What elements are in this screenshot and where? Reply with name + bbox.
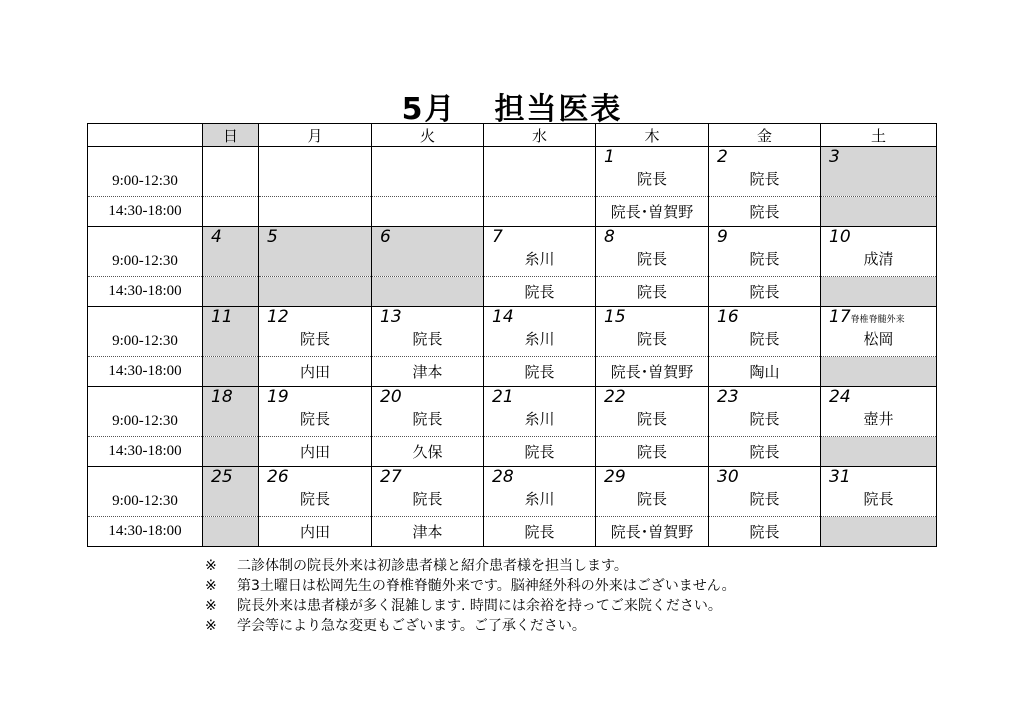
morning-row	[88, 467, 937, 517]
doctor-am: 院長	[299, 410, 330, 428]
title-month: 5月	[401, 92, 457, 127]
doctor-pm: 院長	[709, 437, 821, 467]
afternoon-row	[88, 197, 937, 227]
date-label: 9	[717, 227, 728, 247]
date-label: 5	[267, 227, 278, 247]
date-label: 18	[211, 387, 233, 407]
time-pm: 14:30-18:00	[88, 517, 203, 547]
doctor-pm: 院長	[596, 277, 709, 307]
day-number	[203, 307, 258, 327]
doctor-pm: 院長	[484, 277, 596, 307]
day-number	[709, 387, 820, 407]
doctor-pm: 久保	[372, 437, 484, 467]
time-pm: 14:30-18:00	[88, 277, 203, 307]
day-number	[259, 227, 371, 247]
doctor-am: 松岡	[863, 330, 894, 348]
doctor-am: 糸川	[524, 490, 555, 508]
doctor-am: 院長	[749, 170, 780, 188]
doctor-pm	[259, 277, 372, 307]
day-cell	[709, 147, 821, 197]
day-cell	[596, 227, 709, 277]
notes	[205, 556, 736, 636]
date-label: 23	[717, 387, 739, 407]
date-label: 17	[829, 307, 851, 327]
day-number	[372, 387, 483, 407]
date-label: 22	[604, 387, 626, 407]
weekday-fri: 金	[709, 124, 821, 147]
doctor-pm	[203, 197, 259, 227]
page-title	[0, 84, 1024, 128]
day-number	[709, 227, 820, 247]
doctor-pm: 院長	[709, 197, 821, 227]
day-number	[372, 227, 483, 247]
doctor-pm	[203, 277, 259, 307]
date-label: 10	[829, 227, 851, 247]
day-cell	[596, 307, 709, 357]
note-mark: ※	[205, 578, 217, 594]
doctor-am: 糸川	[524, 250, 555, 268]
doctor-am: 院長	[412, 490, 443, 508]
doctor-pm: 内田	[259, 517, 372, 547]
doctor-am: 院長	[749, 410, 780, 428]
day-cell	[821, 147, 937, 197]
doctor-am: 院長	[299, 330, 330, 348]
day-cell	[821, 467, 937, 517]
note-text: 学会等により急な変更もございます。ご了承ください。	[237, 618, 586, 634]
doctor-pm: 内田	[259, 357, 372, 387]
doctor-am: 院長	[636, 330, 667, 348]
day-cell	[259, 227, 372, 277]
doctor-pm	[821, 437, 937, 467]
day-number	[596, 387, 708, 407]
day-number	[484, 147, 595, 167]
doctor-am: 院長	[636, 490, 667, 508]
day-cell	[259, 387, 372, 437]
date-label: 8	[604, 227, 615, 247]
doctor-pm: 院長	[484, 357, 596, 387]
day-cell	[372, 307, 484, 357]
date-label: 4	[211, 227, 222, 247]
schedule-table	[87, 123, 937, 547]
note-text: 二診体制の院長外来は初診患者様と紹介患者様を担当します。	[237, 558, 628, 574]
doctor-pm: 院長	[484, 437, 596, 467]
note-line	[205, 556, 736, 576]
day-number	[372, 307, 483, 327]
doctor-am: 成清	[863, 250, 894, 268]
day-number	[259, 467, 371, 487]
day-cell	[709, 307, 821, 357]
corner-cell	[88, 124, 203, 147]
day-number	[203, 387, 258, 407]
day-number	[203, 227, 258, 247]
doctor-am: 院長	[412, 410, 443, 428]
doctor-am: 院長	[636, 250, 667, 268]
doctor-am: 院長	[749, 330, 780, 348]
date-label: 30	[717, 467, 739, 487]
weekday-wed: 水	[484, 124, 596, 147]
weekday-header-row	[88, 124, 937, 147]
afternoon-row	[88, 437, 937, 467]
date-label: 19	[267, 387, 289, 407]
date-label: 25	[211, 467, 233, 487]
day-number	[484, 307, 595, 327]
note-text: 院長外来は患者様が多く混雑します. 時間には余裕を持ってご来院ください。	[237, 598, 722, 614]
afternoon-row	[88, 517, 937, 547]
doctor-pm	[203, 517, 259, 547]
doctor-pm	[259, 197, 372, 227]
weekday-sat: 土	[821, 124, 937, 147]
day-number	[259, 307, 371, 327]
doctor-pm	[203, 357, 259, 387]
day-cell	[372, 467, 484, 517]
day-number	[484, 467, 595, 487]
doctor-am: 院長	[749, 250, 780, 268]
morning-row	[88, 227, 937, 277]
day-number	[596, 467, 708, 487]
date-label: 24	[829, 387, 851, 407]
doctor-am: 糸川	[524, 330, 555, 348]
day-cell	[259, 467, 372, 517]
time-pm: 14:30-18:00	[88, 357, 203, 387]
doctor-am: 院長	[863, 490, 894, 508]
weekday-sun: 日	[203, 124, 259, 147]
day-cell	[259, 307, 372, 357]
doctor-pm: 院長	[709, 277, 821, 307]
time-am: 9:00-12:30	[88, 227, 203, 277]
day-number	[596, 227, 708, 247]
note-mark: ※	[205, 558, 217, 574]
afternoon-row	[88, 277, 937, 307]
day-cell	[596, 147, 709, 197]
date-label: 29	[604, 467, 626, 487]
doctor-pm: 院長	[596, 437, 709, 467]
day-cell	[259, 147, 372, 197]
title-text: 担当医表	[494, 92, 623, 127]
time-am: 9:00-12:30	[88, 147, 203, 197]
day-cell	[484, 147, 596, 197]
doctor-pm: 陶山	[709, 357, 821, 387]
doctor-pm: 院長･曽賀野	[596, 197, 709, 227]
day-cell	[372, 387, 484, 437]
morning-row	[88, 307, 937, 357]
day-number	[203, 147, 258, 167]
date-label: 11	[211, 307, 233, 327]
doctor-am: 院長	[412, 330, 443, 348]
day-cell	[821, 307, 937, 357]
day-number	[821, 307, 936, 327]
day-cell	[821, 227, 937, 277]
date-label: 15	[604, 307, 626, 327]
day-cell	[203, 467, 259, 517]
date-label: 2	[717, 147, 728, 167]
day-number	[821, 387, 936, 407]
note-line	[205, 596, 736, 616]
day-cell	[484, 387, 596, 437]
date-label: 12	[267, 307, 289, 327]
morning-row	[88, 387, 937, 437]
day-cell	[484, 227, 596, 277]
day-cell	[203, 307, 259, 357]
day-cell	[821, 387, 937, 437]
day-number	[372, 147, 483, 167]
note-text: 第3土曜日は松岡先生の脊椎脊髄外来です。脳神経外科の外来はございません。	[237, 578, 736, 594]
day-cell	[709, 467, 821, 517]
day-cell	[372, 147, 484, 197]
doctor-pm: 院長	[709, 517, 821, 547]
day-number	[821, 147, 936, 167]
weekday-mon: 月	[259, 124, 372, 147]
day-cell	[596, 387, 709, 437]
day-number	[821, 227, 936, 247]
doctor-am: 壺井	[863, 410, 894, 428]
doctor-pm: 院長･曽賀野	[596, 517, 709, 547]
date-label: 6	[380, 227, 391, 247]
date-label: 20	[380, 387, 402, 407]
doctor-pm: 内田	[259, 437, 372, 467]
day-number	[259, 147, 371, 167]
date-label: 28	[492, 467, 514, 487]
day-number	[596, 307, 708, 327]
day-number	[259, 387, 371, 407]
day-number	[203, 467, 258, 487]
clinic-note: 脊椎脊髄外来	[850, 315, 905, 325]
date-label: 7	[492, 227, 503, 247]
doctor-am: 院長	[636, 170, 667, 188]
date-label: 21	[492, 387, 514, 407]
afternoon-row	[88, 357, 937, 387]
doctor-pm: 院長･曽賀野	[596, 357, 709, 387]
doctor-am: 院長	[749, 490, 780, 508]
note-line	[205, 616, 736, 636]
doctor-pm	[821, 357, 937, 387]
day-number	[709, 307, 820, 327]
doctor-pm	[821, 197, 937, 227]
time-am: 9:00-12:30	[88, 387, 203, 437]
day-number	[484, 387, 595, 407]
weekday-tue: 火	[372, 124, 484, 147]
day-number	[484, 227, 595, 247]
date-label: 26	[267, 467, 289, 487]
day-cell	[203, 147, 259, 197]
date-label: 16	[717, 307, 739, 327]
doctor-am: 糸川	[524, 410, 555, 428]
note-line	[205, 576, 736, 596]
day-cell	[596, 467, 709, 517]
weekday-thu: 木	[596, 124, 709, 147]
day-cell	[709, 387, 821, 437]
day-cell	[484, 307, 596, 357]
day-cell	[709, 227, 821, 277]
note-mark: ※	[205, 618, 217, 634]
day-number	[821, 467, 936, 487]
doctor-pm	[821, 517, 937, 547]
doctor-pm: 津本	[372, 357, 484, 387]
date-label: 31	[829, 467, 851, 487]
doctor-pm	[203, 437, 259, 467]
day-cell	[203, 387, 259, 437]
date-label: 1	[604, 147, 615, 167]
date-label: 27	[380, 467, 402, 487]
day-cell	[203, 227, 259, 277]
day-number	[709, 147, 820, 167]
time-am: 9:00-12:30	[88, 307, 203, 357]
doctor-pm	[372, 197, 484, 227]
date-label: 3	[829, 147, 840, 167]
time-am: 9:00-12:30	[88, 467, 203, 517]
date-label: 13	[380, 307, 402, 327]
time-pm: 14:30-18:00	[88, 437, 203, 467]
doctor-pm	[821, 277, 937, 307]
day-number	[709, 467, 820, 487]
note-mark: ※	[205, 598, 217, 614]
day-cell	[484, 467, 596, 517]
doctor-pm: 津本	[372, 517, 484, 547]
doctor-pm	[484, 197, 596, 227]
doctor-pm	[372, 277, 484, 307]
date-label: 14	[492, 307, 514, 327]
time-pm: 14:30-18:00	[88, 197, 203, 227]
day-number	[372, 467, 483, 487]
doctor-pm: 院長	[484, 517, 596, 547]
day-cell	[372, 227, 484, 277]
doctor-am: 院長	[299, 490, 330, 508]
doctor-am: 院長	[636, 410, 667, 428]
day-number	[596, 147, 708, 167]
morning-row	[88, 147, 937, 197]
